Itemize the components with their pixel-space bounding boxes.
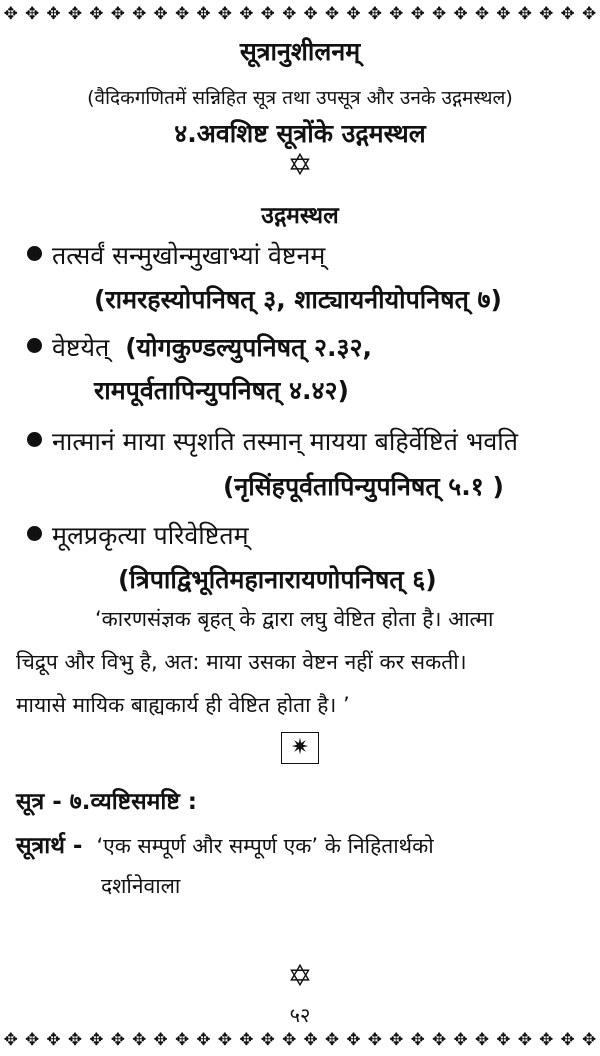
ornament-icon: ✥ <box>303 4 318 24</box>
list-item <box>27 424 518 458</box>
ornament-icon: ✥ <box>474 1030 490 1050</box>
ornament-icon: ✥ <box>282 1030 297 1050</box>
ornament-icon: ✥ <box>174 4 190 24</box>
ornament-icon: ✥ <box>132 4 147 24</box>
boxed-star-divider-icon: ✷ <box>281 732 319 764</box>
ornament-icon: ✥ <box>260 1030 275 1050</box>
ornament-icon: ✥ <box>89 4 104 24</box>
ornament-icon: ✥ <box>560 1030 575 1050</box>
ornament-icon: ✥ <box>581 1030 597 1050</box>
ornament-icon: ✥ <box>110 4 125 24</box>
ornament-icon: ✥ <box>25 1030 40 1050</box>
ornament-icon: ✥ <box>282 4 297 24</box>
bottom-ornament-border <box>0 1028 600 1052</box>
list-item <box>27 238 325 272</box>
ornament-icon: ✥ <box>303 1030 318 1050</box>
source-citation: (रामरहस्योपनिषत् ३, शाट्यायनीयोपनिषत् ७) <box>94 285 502 314</box>
ornament-icon: ✥ <box>67 1030 83 1050</box>
ornament-icon: ✥ <box>153 4 168 24</box>
commentary-line: ‘कारणसंज्ञक बृहत् के द्वारा लघु वेष्टित होता है। आत्मा <box>95 607 494 631</box>
ornament-icon: ✥ <box>260 4 275 24</box>
ornament-icon: ✥ <box>346 1030 361 1050</box>
bullet-icon <box>27 246 42 261</box>
ornament-icon: ✥ <box>132 1030 147 1050</box>
ornament-icon: ✥ <box>560 4 575 24</box>
ornament-icon: ✥ <box>196 1030 211 1050</box>
ornament-icon: ✥ <box>367 4 382 24</box>
list-item <box>27 518 249 552</box>
sutra-text: मूलप्रकृत्या परिवेष्टितम् <box>52 521 249 550</box>
sutrartha-label: सूत्रार्थ - <box>16 833 83 859</box>
source-citation: (त्रिपाद्विभूतिमहानारायणोपनिषत् ६) <box>118 565 437 594</box>
page-title: सूत्रानुशीलनम् <box>239 37 361 66</box>
ornament-icon: ✥ <box>239 1030 254 1050</box>
ornament-icon: ✥ <box>367 1030 382 1050</box>
ornament-icon: ✥ <box>410 1030 425 1050</box>
commentary-line: चिद्रूप और विभु है, अत: माया उसका वेष्टन नहीं कर सकती। <box>16 650 467 674</box>
page-number: ५२ <box>289 1003 311 1027</box>
page-subtitle: (वैदिकगणितमें सन्निहित सूत्र तथा उपसूत्र और उनके उद्गमस्थल) <box>87 87 513 109</box>
list-item <box>27 330 372 364</box>
sutra-text: वेष्टयेत् <box>52 333 110 362</box>
ornament-icon: ✥ <box>3 1030 18 1050</box>
ornament-icon: ✥ <box>474 4 490 24</box>
bullet-icon <box>27 338 42 353</box>
ornament-icon: ✥ <box>346 4 361 24</box>
ornament-icon: ✥ <box>25 4 40 24</box>
chapter-heading: ४.अवशिष्ट सूत्रोंके उद्गमस्थल <box>174 119 426 148</box>
ornament-icon: ✥ <box>110 1030 125 1050</box>
ornament-icon: ✥ <box>3 4 18 24</box>
ornament-icon: ✥ <box>539 1030 554 1050</box>
ornament-icon: ✥ <box>432 1030 447 1050</box>
ornament-icon: ✥ <box>46 4 61 24</box>
sutrartha-text-continued: दर्शानेवाला <box>101 874 181 898</box>
ornament-icon: ✥ <box>410 4 425 24</box>
ornament-icon: ✥ <box>89 1030 104 1050</box>
top-ornament-border <box>0 2 600 26</box>
source-citation: (योगकुण्डल्युपनिषत् २.३२, <box>125 333 373 362</box>
sutra-text: तत्सर्वं सन्मुखोन्मुखाभ्यां वेष्टनम् <box>52 241 326 270</box>
commentary-line: मायासे मायिक बाह्यकार्य ही वेष्टित होता है। ’ <box>16 693 350 717</box>
section-heading: उद्गमस्थल <box>261 203 339 229</box>
ornament-icon: ✥ <box>539 4 554 24</box>
ornament-icon: ✥ <box>496 4 511 24</box>
ornament-icon: ✥ <box>324 1030 340 1050</box>
bullet-icon <box>27 526 42 541</box>
ornament-icon: ✥ <box>217 4 233 24</box>
ornament-icon: ✥ <box>453 1030 468 1050</box>
ornament-icon: ✥ <box>153 1030 168 1050</box>
ornament-icon: ✥ <box>196 4 211 24</box>
bullet-icon <box>27 432 42 447</box>
ornament-icon: ✥ <box>217 1030 233 1050</box>
ornament-icon: ✥ <box>517 1030 532 1050</box>
ornament-icon: ✥ <box>239 4 254 24</box>
source-citation: (नृसिंहपूर्वतापिन्युपनिषत् ५.१ ) <box>223 472 504 501</box>
sutrartha-row <box>16 828 434 860</box>
ornament-icon: ✥ <box>174 1030 190 1050</box>
sutra-label: सूत्र - ७.व्यष्टिसमष्टि : <box>16 789 197 815</box>
ornament-icon: ✥ <box>67 4 83 24</box>
ornament-icon: ✥ <box>432 4 447 24</box>
ornament-icon: ✥ <box>389 1030 404 1050</box>
ornament-icon: ✥ <box>517 4 532 24</box>
star-of-david-icon: ✡ <box>287 959 313 994</box>
ornament-icon: ✥ <box>496 1030 511 1050</box>
ornament-icon: ✥ <box>581 4 597 24</box>
star-of-david-icon: ✡ <box>287 148 313 183</box>
ornament-icon: ✥ <box>453 4 468 24</box>
ornament-icon: ✥ <box>324 4 340 24</box>
ornament-icon: ✥ <box>389 4 404 24</box>
sutrartha-text: ‘एक सम्पूर्ण और सम्पूर्ण एक’ के निहितार्थको <box>96 834 434 858</box>
source-citation-continued: रामपूर्वतापिन्युपनिषत् ४.४२) <box>94 376 349 405</box>
ornament-icon: ✥ <box>46 1030 61 1050</box>
sutra-text: नात्मानं माया स्पृशति तस्मान् मायया बहिर्वेष्टितं भवति <box>52 427 519 456</box>
